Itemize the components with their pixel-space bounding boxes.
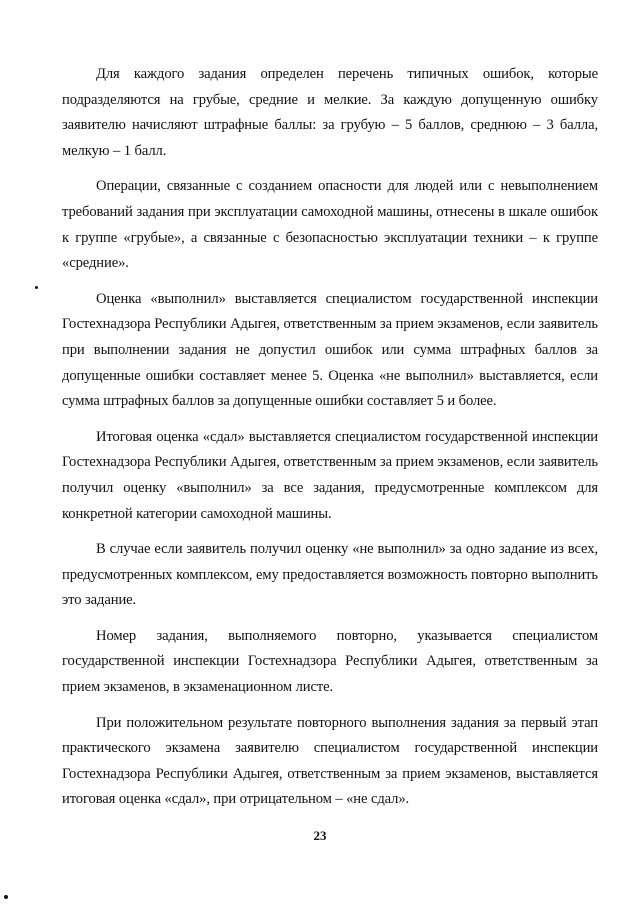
paragraph-error-types: Для каждого задания определен перечень типичных ошибок, которые подразделяются на грубые, средние и мелкие. За каждую допущенную ошибку заявителю начисляют штрафные баллы: за грубую – 5 баллов, среднюю – 3 балла, мелкую – 1 балл. <box>62 66 598 159</box>
scan-artifact-dot <box>4 895 8 899</box>
paragraph-grade-completed: Оценка «выполнил» выставляется специалистом государственной инспекции Гостехнадзора Республики Адыгея, ответственным за прием экзаменов, если заявитель при выполнении задания не допустил ошибок или сумма штрафных баллов за допущенные ошибки составляет менее 5. Оценка «не выполнил» выставляется, если сумма штрафных баллов за допущенные ошибки составляет 5 и более. <box>62 290 598 410</box>
paragraph-final-grade-passed: Итоговая оценка «сдал» выставляется специалистом государственной инспекции Гостехнадзора Республики Адыгея, ответственным за прием экзаменов, если заявитель получил оценку «выполнил» за все задания, предусмотренные комплексом для конкретной категории самоходной машины. <box>62 428 598 522</box>
paragraph-retry-result: При положительном результате повторного выполнения задания за первый этап практического экзамена заявителю специалистом государственной инспекции Гостехнадзора Республики Адыгея, ответственным за прием экзаменов, выставляется итоговая оценка «сдал», при отрицательном – «не сдал». <box>62 714 598 808</box>
paragraph-retry-opportunity: В случае если заявитель получил оценку «не выполнил» за одно задание из всех, предусмотренных комплексом, ему предоставляется возможность повторно выполнить это задание. <box>62 541 598 609</box>
document-body <box>62 62 598 823</box>
page-number: 23 <box>313 828 327 843</box>
paragraph-error-groups: Операции, связанные с созданием опасности для людей или с невыполнением требований задания при эксплуатации самоходной машины, отнесены в шкале ошибок к группе «грубые», а связанные с безопасностью эксплуатации техники – к группе «средние». <box>62 178 598 272</box>
scan-artifact-dot <box>35 286 38 289</box>
paragraph-retry-number: Номер задания, выполняемого повторно, указывается специалистом государственной инспекции Гостехнадзора Республики Адыгея, ответственным за прием экзаменов, в экзаменационном листе. <box>62 627 598 696</box>
